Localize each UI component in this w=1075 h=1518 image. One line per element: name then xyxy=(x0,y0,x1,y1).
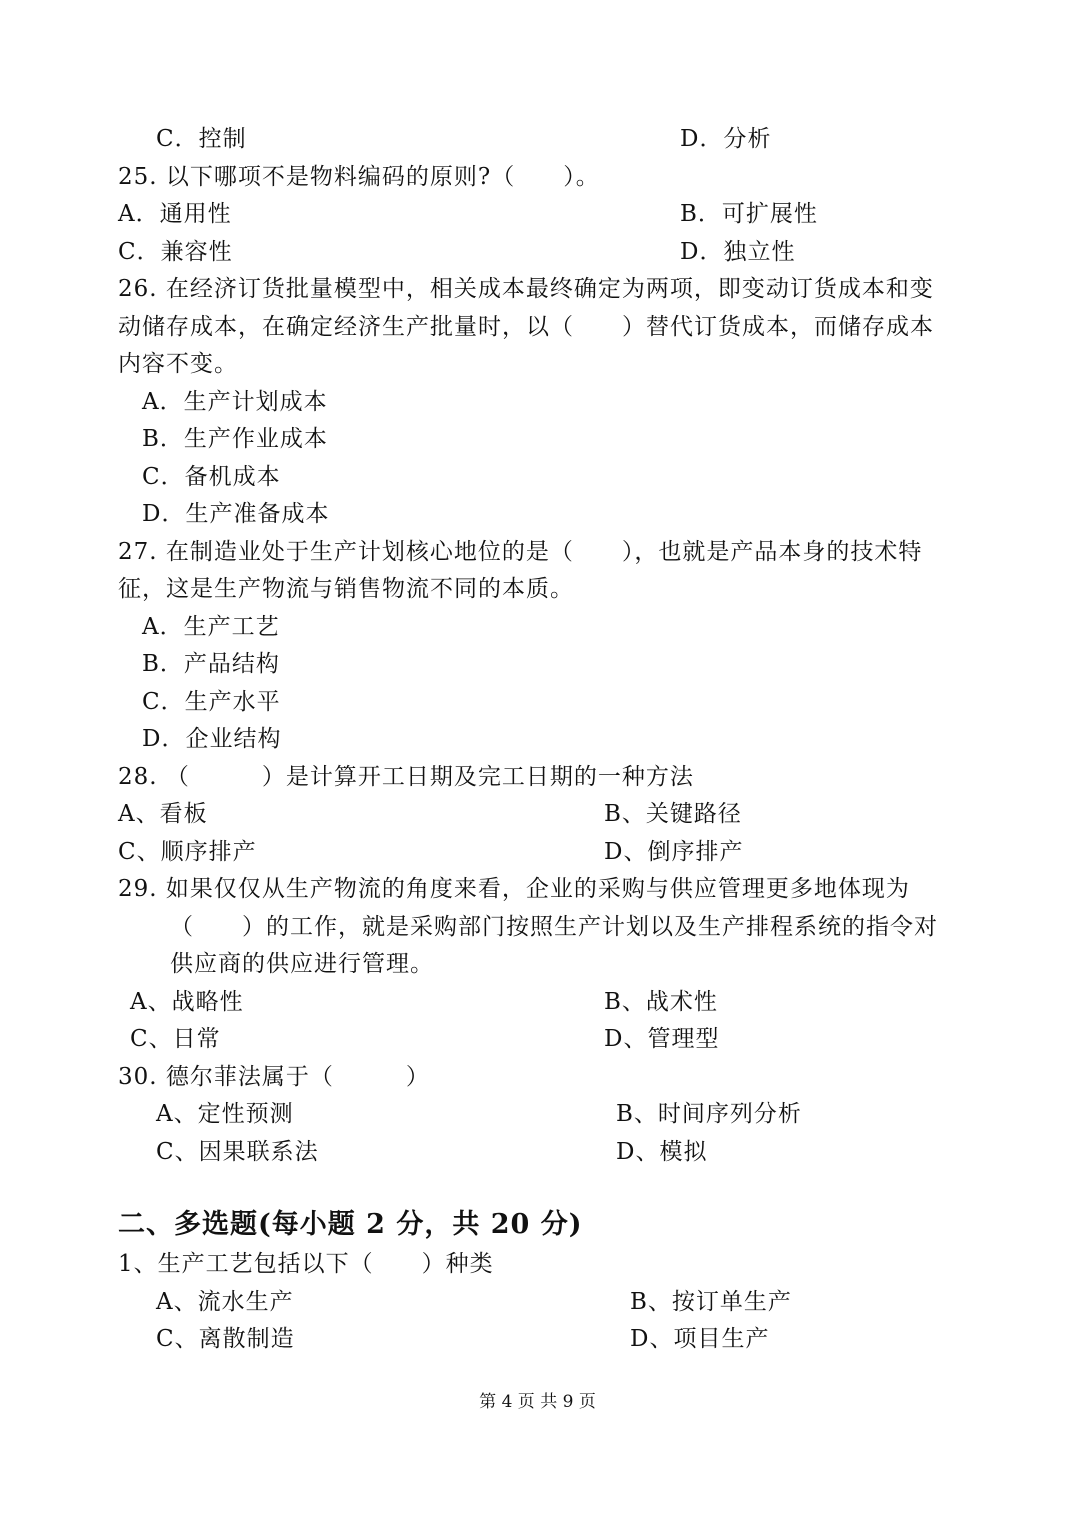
q25-option-b: B．可扩展性 xyxy=(680,201,818,227)
q28-option-c: C、顺序排产 xyxy=(118,839,257,865)
q27-stem-line1: 27. 在制造业处于生产计划核心地位的是（ ），也就是产品本身的技术特 xyxy=(118,539,923,565)
q26-option-d: D．生产准备成本 xyxy=(142,501,330,527)
m1-option-d: D、项目生产 xyxy=(630,1326,770,1352)
q29-stem-line3: 供应商的供应进行管理。 xyxy=(170,951,434,977)
section-heading: 二、多选题(每小题 2 分，共 20 分) xyxy=(118,1209,583,1240)
q29-option-d: D、管理型 xyxy=(604,1026,720,1052)
q25-option-d: D．独立性 xyxy=(680,239,796,265)
q24-option-d: D．分析 xyxy=(680,126,772,152)
q28-option-a: A、看板 xyxy=(118,801,208,827)
q30-stem: 30. 德尔菲法属于（ ） xyxy=(118,1064,430,1090)
q27-option-c: C．生产水平 xyxy=(142,689,281,715)
q25-stem: 25. 以下哪项不是物料编码的原则?（ ）。 xyxy=(118,164,600,190)
q30-option-b: B、时间序列分析 xyxy=(616,1101,802,1127)
m1-option-b: B、按订单生产 xyxy=(630,1289,792,1315)
q27-option-d: D．企业结构 xyxy=(142,726,282,752)
q26-option-c: C．备机成本 xyxy=(142,464,281,490)
q27-stem-line2: 征，这是生产物流与销售物流不同的本质。 xyxy=(118,576,574,602)
q25-option-a: A．通用性 xyxy=(118,201,232,227)
q29-stem-line2: （ ）的工作，就是采购部门按照生产计划以及生产排程系统的指令对 xyxy=(170,914,938,940)
q30-option-a: A、定性预测 xyxy=(156,1101,294,1127)
q27-option-a: A．生产工艺 xyxy=(142,614,280,640)
q30-option-c: C、因果联系法 xyxy=(156,1139,319,1165)
q30-option-d: D、模拟 xyxy=(616,1139,708,1165)
q28-stem: 28. （ ）是计算开工日期及完工日期的一种方法 xyxy=(118,764,694,790)
q26-stem-line2: 动储存成本，在确定经济生产批量时，以（ ）替代订货成本，而储存成本 xyxy=(118,314,934,340)
q26-option-a: A．生产计划成本 xyxy=(142,389,328,415)
q29-stem-line1: 29. 如果仅仅从生产物流的角度来看，企业的采购与供应管理更多地体现为 xyxy=(118,876,910,902)
m1-stem: 1、生产工艺包括以下（ ）种类 xyxy=(118,1251,494,1277)
q28-option-b: B、关键路径 xyxy=(604,801,742,827)
m1-option-c: C、离散制造 xyxy=(156,1326,295,1352)
q27-option-b: B．产品结构 xyxy=(142,651,280,677)
q29-option-c: C、日常 xyxy=(130,1026,221,1052)
q26-option-b: B．生产作业成本 xyxy=(142,426,328,452)
q25-option-c: C．兼容性 xyxy=(118,239,233,265)
page-number: 第 4 页 共 9 页 xyxy=(479,1392,596,1412)
q29-option-a: A、战略性 xyxy=(130,989,244,1015)
q28-option-d: D、倒序排产 xyxy=(604,839,744,865)
q24-option-c: C．控制 xyxy=(156,126,247,152)
q26-stem-line1: 26. 在经济订货批量模型中，相关成本最终确定为两项，即变动订货成本和变 xyxy=(118,276,934,302)
q26-stem-line3: 内容不变。 xyxy=(118,351,238,377)
m1-option-a: A、流水生产 xyxy=(156,1289,294,1315)
q29-option-b: B、战术性 xyxy=(604,989,718,1015)
